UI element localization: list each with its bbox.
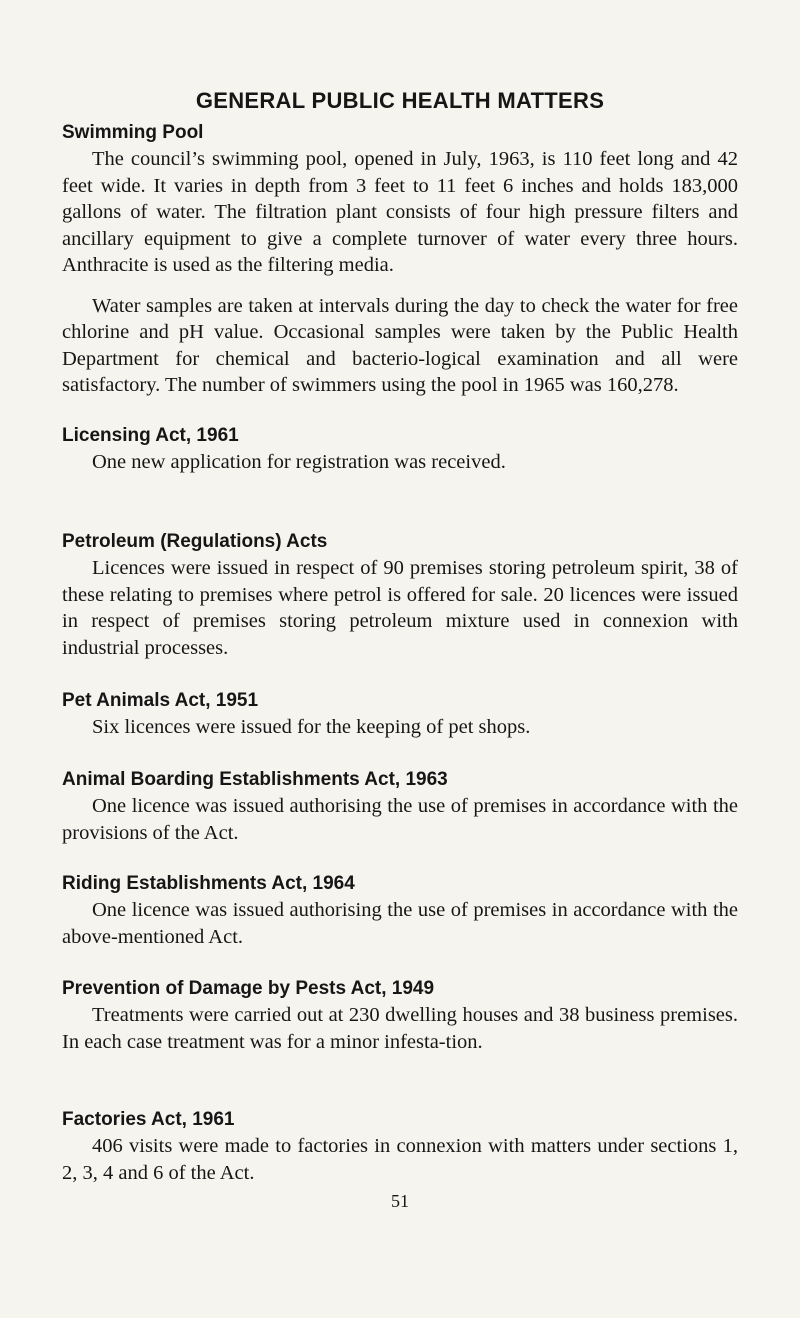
section-paragraph: Six licences were issued for the keeping of pet shops. [92,716,531,738]
section-animal-boarding-act [62,767,738,846]
section-paragraph: One new application for registration was received. [92,451,506,473]
section-heading: Riding Establishments Act, 1964 [62,873,355,894]
section-licensing-act [62,423,738,476]
section-heading: Pet Animals Act, 1951 [62,690,259,711]
section-heading: Factories Act, 1961 [62,1109,235,1130]
section-heading: Swimming Pool [62,122,204,143]
section-petroleum-acts [62,529,738,661]
section-pet-animals-act [62,688,738,741]
section-paragraph: Licences were issued in respect of 90 premises storing petroleum spirit, 38 of these relating to premises where petrol is offered for sale. 20 licences were issued in respect of premises storing petroleum mixture used in connexion with industrial processes. [62,557,738,659]
page-title: GENERAL PUBLIC HEALTH MATTERS [195,88,605,113]
section-paragraph: Water samples are taken at intervals during the day to check the water for free chlorine and pH value. Occasional samples were taken by the Public Health Department for chemical and bacterio-logical examination and all were satisfactory. The number of swimmers using the pool in 1965 was 160,278. [62,294,738,396]
section-factories-act [62,1107,738,1186]
section-paragraph: 406 visits were made to factories in connexion with matters under sections 1, 2, 3, 4 and 6 of the Act. [62,1135,738,1184]
page-number: 51 [391,1191,409,1211]
section-heading: Petroleum (Regulations) Acts [62,531,328,552]
section-swimming-pool [62,120,738,399]
section-paragraph: Treatments were carried out at 230 dwelling houses and 38 business premises. In each case treatment was for a minor infesta-tion. [62,1004,738,1053]
section-pests-act [62,976,738,1055]
section-heading: Licensing Act, 1961 [62,425,239,446]
section-heading: Prevention of Damage by Pests Act, 1949 [62,978,435,999]
section-riding-establishments-act [62,871,738,950]
section-heading: Animal Boarding Establishments Act, 1963 [62,769,448,790]
section-paragraph: One licence was issued authorising the use of premises in accordance with the provisions of the Act. [62,795,738,844]
section-paragraph: The council’s swimming pool, opened in July, 1963, is 110 feet long and 42 feet wide. It varies in depth from 3 feet to 11 feet 6 inches and holds 183,000 gallons of water. The filtration plant consists of four high pressure filters and ancillary equipment to give a complete turnover of water every three hours. Anthracite is used as the filtering media. [62,148,738,276]
section-paragraph: One licence was issued authorising the use of premises in accordance with the above-mentioned Act. [62,899,738,948]
